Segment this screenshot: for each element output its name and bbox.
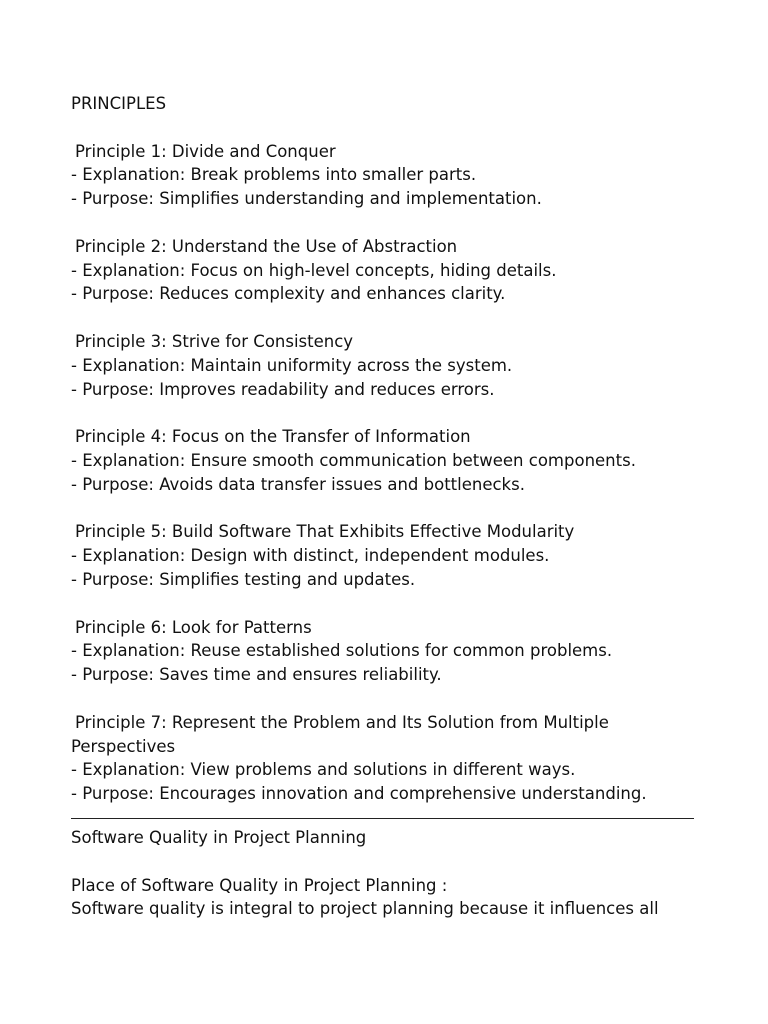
- spacer: [71, 850, 711, 874]
- principle-6-title: Principle 6: Look for Patterns: [75, 617, 312, 637]
- principle-4-explanation: - Explanation: Ensure smooth communication between components.: [71, 450, 636, 470]
- principle-2-purpose: - Purpose: Reduces complexity and enhances clarity.: [71, 284, 506, 304]
- page-heading: PRINCIPLES: [71, 94, 167, 113]
- principle-4-title: Principle 4: Focus on the Transfer of Information: [75, 427, 471, 447]
- principle-3-explanation: - Explanation: Maintain uniformity across the system.: [71, 355, 513, 375]
- principle-6-explanation: - Explanation: Reuse established solutions for common problems.: [71, 641, 613, 661]
- principle-7-purpose: - Purpose: Encourages innovation and comprehensive understanding.: [71, 784, 647, 804]
- principle-7-title: Principle 7: Represent the Problem and Its Solution from Multiple: [75, 712, 609, 732]
- principle-5-title: Principle 5: Build Software That Exhibits Effective Modularity: [75, 522, 575, 542]
- principle-7-explanation: - Explanation: View problems and solutions in different ways.: [71, 760, 576, 780]
- section-title: Software Quality in Project Planning: [71, 827, 367, 847]
- principle-6-purpose: - Purpose: Saves time and ensures reliability.: [71, 665, 442, 685]
- principle-1-title: Principle 1: Divide and Conquer: [75, 141, 336, 161]
- principle-2-explanation: - Explanation: Focus on high-level concepts, hiding details.: [71, 260, 557, 280]
- spacer: [71, 497, 711, 521]
- principle-7-title-continued: Perspectives: [71, 736, 176, 756]
- section-body: Software quality is integral to project planning because it influences all: [71, 899, 659, 919]
- principle-3-title: Principle 3: Strive for Consistency: [75, 331, 354, 351]
- principle-4-purpose: - Purpose: Avoids data transfer issues and bottlenecks.: [71, 474, 525, 494]
- spacer: [71, 116, 711, 140]
- section-subheading: Place of Software Quality in Project Planning :: [71, 875, 448, 895]
- spacer: [71, 401, 711, 425]
- spacer: [71, 687, 711, 711]
- document-page: [71, 92, 711, 921]
- principle-1-explanation: - Explanation: Break problems into smaller parts.: [71, 165, 477, 185]
- section-divider: [71, 818, 694, 819]
- principle-2-title: Principle 2: Understand the Use of Abstraction: [75, 236, 458, 256]
- principle-5-purpose: - Purpose: Simplifies testing and updates.: [71, 569, 416, 589]
- spacer: [71, 211, 711, 235]
- spacer: [71, 306, 711, 330]
- principle-5-explanation: - Explanation: Design with distinct, independent modules.: [71, 546, 550, 566]
- principle-3-purpose: - Purpose: Improves readability and reduces errors.: [71, 379, 495, 399]
- spacer: [71, 592, 711, 616]
- principle-1-purpose: - Purpose: Simplifies understanding and implementation.: [71, 189, 542, 209]
